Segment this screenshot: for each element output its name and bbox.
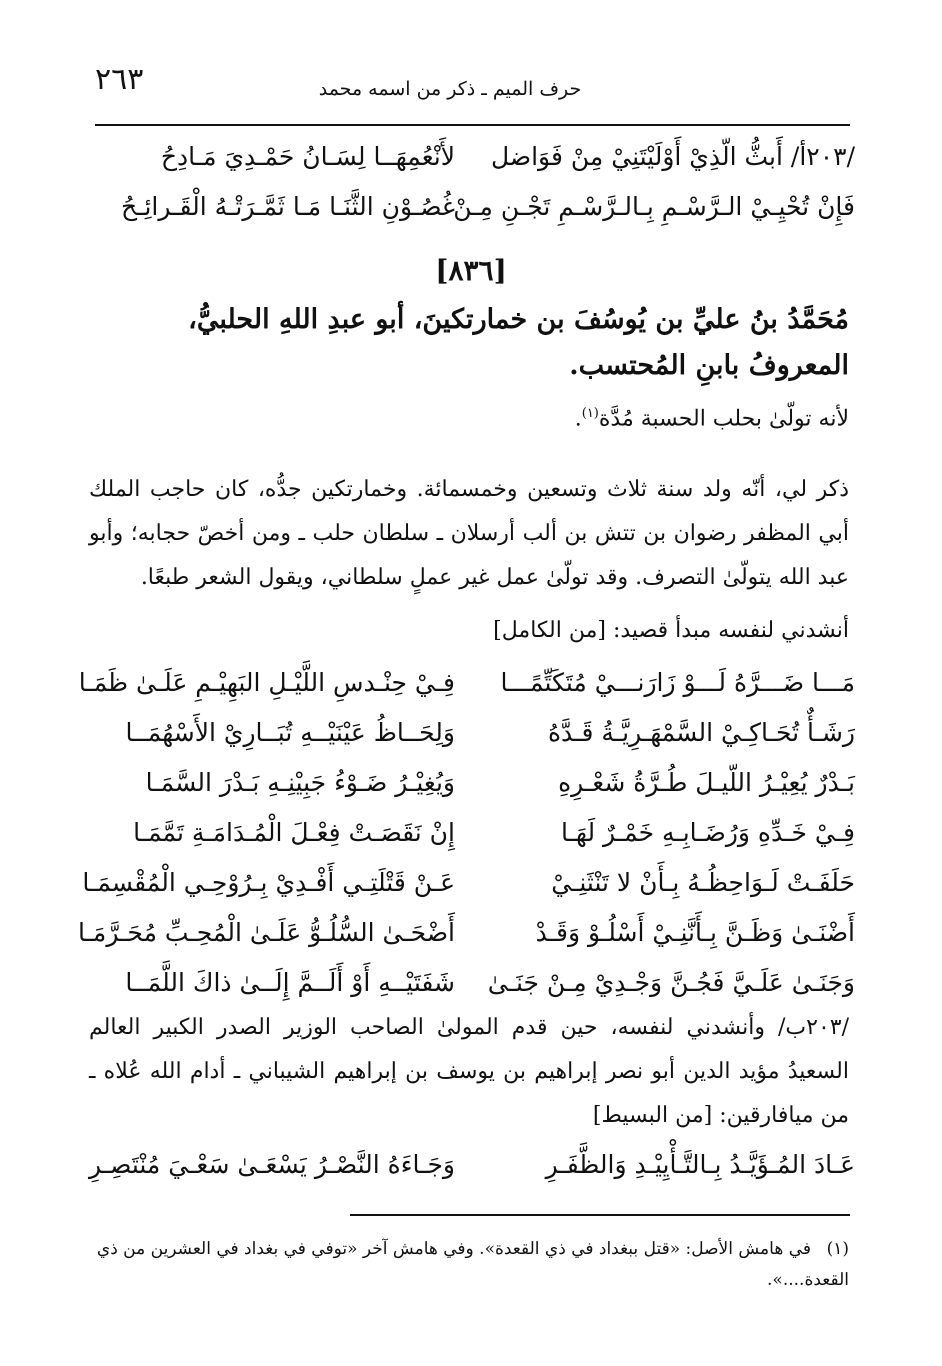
entry-note: [89, 406, 849, 431]
verse-first-hemistich: رَشَـأٌ تُحَـاكِـيْ السَّمْهَـرِيَّـةُ قَـدَّهُ: [547, 718, 855, 747]
verse-second-hemistich: إِنْ نَقَصَـتْ فِعْـلَ الْمُـدَامَـةِ تَمَّمَـا: [133, 818, 455, 847]
entry-note-end: .: [574, 406, 582, 432]
verse-second-hemistich: أَضْحَـىٰ السُّلُـوُّ عَلَـىٰ الْمُحِـبِّ مُحَـرَّمَـا: [77, 918, 455, 947]
verse-row: [95, 758, 855, 808]
verse-row: [95, 182, 855, 232]
opening-verses: [95, 132, 855, 232]
verse-first-hemistich: عَـادَ المُـؤَيَّـدُ بِـالتَّـأْيِيْـدِ وَالظَّفَـرِ: [545, 1150, 855, 1179]
verse-row: [89, 1140, 855, 1190]
verse-second-hemistich: وَلِحَــاظُ عَيْنَيْــهِ تُبَــارِيْ الأَسْهُمَــا: [125, 718, 455, 747]
header-rule: [95, 124, 850, 126]
verse-row: [95, 132, 855, 182]
verse-first-hemistich: حَلَفَـتْ لَـوَاحِظُـهُ بِـأَنْ لا تَنْثَنِـيْ: [551, 868, 855, 897]
footnote-rule: [350, 1214, 850, 1216]
verse-first-hemistich: مَـــا ضَـــرَّهُ لَـــوْ زَارَنـــيْ مُتَكَتِّمًـــا: [500, 668, 855, 697]
footnote-ref[interactable]: (١): [581, 406, 599, 421]
verse-second-hemistich: غُصُـوْنِ الثَّنَـا مَـا ثَمَّـرَتْـهُ الْقَـرائِـحُ: [121, 192, 455, 221]
entry-note-text: لأنه تولّىٰ بحلب الحسبة مُدَّة: [598, 406, 849, 432]
verse-first-hemistich: بَـدْرٌ يُعِيْـرُ اللّيـلَ طُـرَّةُ شَعْـرِهِ: [558, 768, 855, 797]
verse-row: [78, 658, 855, 708]
verse-first-hemistich: فَإِنْ تُحْيِـيْ الـرَّسْـمِ بِـالـرَّسْـمِ تَجْـنِ مِـنْ: [453, 192, 855, 221]
page-number: ٢٦٣: [95, 62, 144, 97]
verse-first-hemistich: /٢٠٣أ/ أَبثُّ الّذِيْ أَوْلَيْتَنِيْ مِنْ فَوَاضل: [490, 142, 855, 171]
poem-kamil: [77, 658, 855, 1008]
verse-second-hemistich: عَـنْ قَتْلَتِـي أَفْـدِيْ بِـرُوْحِـي الْمُقْسِمَـا: [82, 868, 455, 897]
entry-heading-line-1: مُحَمَّدُ بنُ عليِّ بن يُوسُفَ بن خمارتكينَ، أبو عبدِ اللهِ الحلبيُّ،: [188, 304, 849, 335]
verse-second-hemistich: شَفَتَيْــهِ أَوْ أَلَــمَّ إِلَــىٰ ذاكَ اللَّمَــا: [125, 968, 455, 997]
footnote: [89, 1234, 849, 1296]
verse-second-hemistich: لأَنْعُمِهَــا لِسَـانُ حَمْـدِيَ مَـادِحُ: [160, 142, 455, 171]
poem-intro: أنشدني لنفسه مبدأ قصيد: [من الكامل]: [493, 618, 849, 643]
verse-first-hemistich: أَضْنَـىٰ وَظَـنَّ بِـأَنَّنِـيْ أَسْلُـوْ وَقَـدْ: [535, 918, 855, 947]
entry-number: [٨٣٦]: [435, 254, 507, 287]
verse-row: [95, 808, 855, 858]
verse-first-hemistich: وَجَنَـىٰ عَلَـيَّ فَجُـنَّ وَجْـدِيْ مِـنْ جَنَـىٰ: [487, 968, 855, 997]
verse-row: [95, 708, 855, 758]
poem-basit: [89, 1140, 855, 1190]
verse-second-hemistich: وَيُغِيْـرُ ضَـوْءُ جَبِيْنِـهِ بَـدْرَ السَّمَـا: [145, 768, 455, 797]
footnote-text: في هامش الأصل: «قتل ببغداد في ذي القعدة». وفي هامش آخر «توفي في بغداد في العشرين من ذي القعدة....».: [96, 1239, 849, 1290]
biography-paragraph: ذكر لي، أنّه ولد سنة ثلاث وتسعين وخمسمائة. وخمارتكين جدُّه، كان حاجب الملك أبي المظفر رضوان بن تتش بن ألب أرسلان ـ سلطان حلب ـ ومن أخصّ حجابه؛ وأبو عبد الله يتولّىٰ التصرف. وقد تولّىٰ عمل غير عملٍ سلطاني، ويقول الشعر طبعًا.: [89, 477, 849, 590]
verse-row: [95, 958, 855, 1008]
verse-row: [82, 858, 855, 908]
entry-heading-line-2: المعروفُ بابنِ المُحتسب.: [569, 350, 849, 381]
verse-first-hemistich: فِـيْ خَـدِّهِ وَرُضَـابِـهِ خَمْـرٌ لَهَـا: [560, 818, 855, 847]
second-paragraph: /٢٠٣ب/ وأنشدني لنفسه، حين قدم المولىٰ الصاحب الوزير الصدر الكبير العالم السعيدُ مؤيد الدين أبو نصر إبراهيم بن يوسف بن إبراهيم الشيباني ـ أدام الله عُلاه ـ من ميافارقين: [من البسيط]: [89, 1015, 849, 1128]
running-title: حرف الميم ـ ذكر من اسمه محمد: [318, 78, 582, 100]
verse-second-hemistich: فِـيْ حِنْـدسِ اللَّيْـلِ البَهِيْـمِ عَلَـىٰ ظَمَـا: [78, 668, 455, 697]
verse-second-hemistich: وَجَـاءَهُ النَّصْـرُ يَسْعَـىٰ سَعْـيَ مُنْتَصِـرِ: [89, 1150, 455, 1179]
footnote-mark: (١): [826, 1239, 849, 1259]
verse-row: [77, 908, 855, 958]
